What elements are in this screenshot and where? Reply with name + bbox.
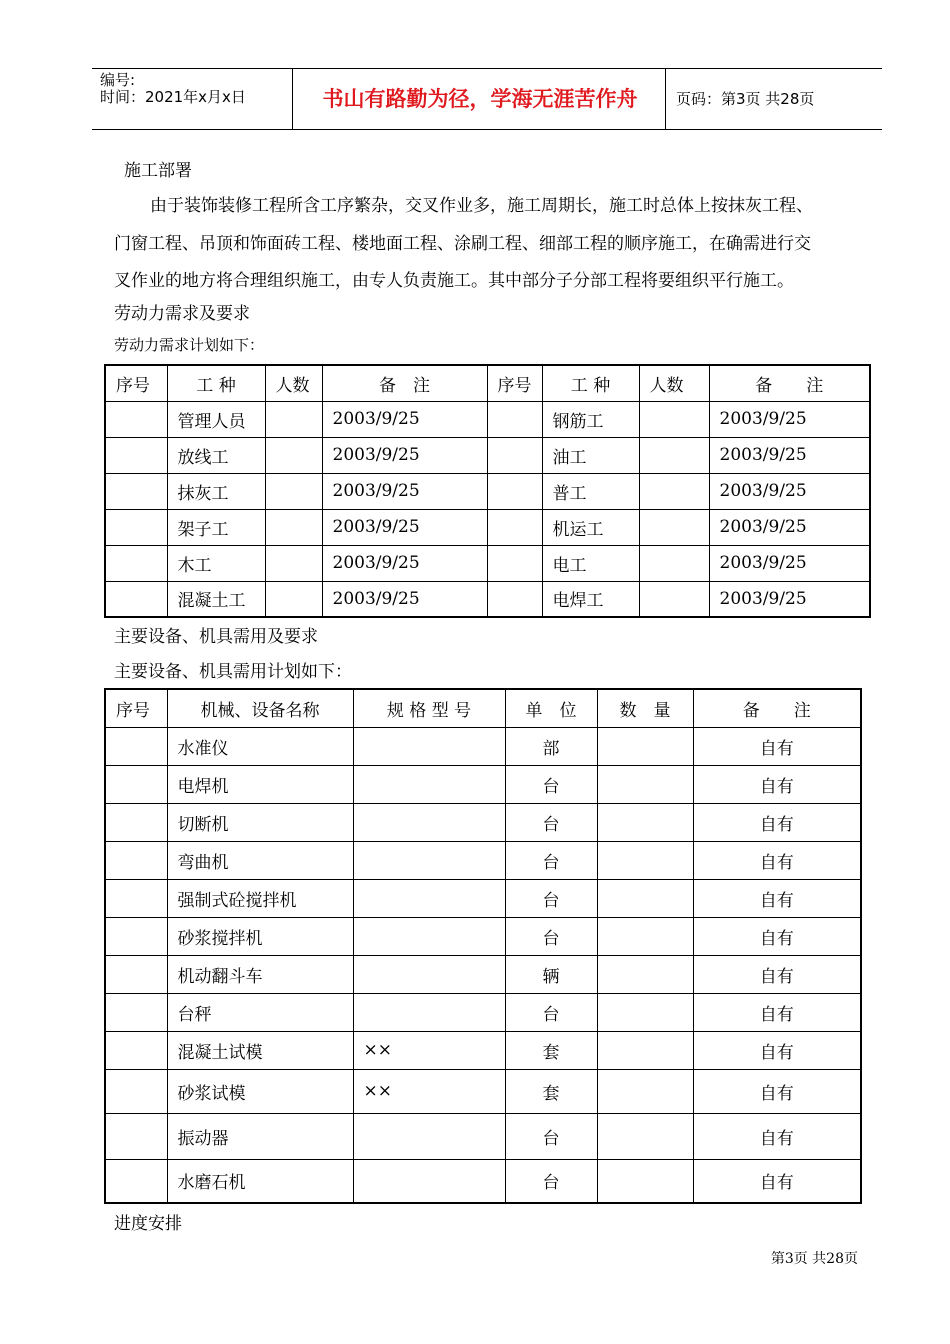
table-row: [105, 765, 861, 803]
labor-header-row: [105, 365, 870, 401]
labor-cell: 2003/9/25: [322, 473, 487, 509]
equipment-cell: 套: [505, 1069, 597, 1113]
section-title-deploy: 施工部署: [124, 161, 192, 181]
equipment-cell: [597, 1113, 693, 1159]
labor-cell: 2003/9/25: [709, 509, 870, 545]
equipment-cell: [105, 803, 167, 841]
labor-header-cell: 序号: [105, 365, 167, 401]
equipment-cell: 自有: [693, 1113, 861, 1159]
labor-cell: [639, 473, 709, 509]
equipment-cell: [597, 1069, 693, 1113]
labor-subtitle: 劳动力需求计划如下：: [114, 336, 265, 354]
table-row: [105, 1113, 861, 1159]
labor-cell: 2003/9/25: [322, 581, 487, 617]
equipment-cell: [597, 727, 693, 765]
equipment-cell: [105, 1113, 167, 1159]
labor-cell: [639, 401, 709, 437]
labor-header-cell: 人数: [639, 365, 709, 401]
page-header: [92, 68, 882, 130]
labor-cell: [487, 545, 542, 581]
labor-header-cell: 备 注: [709, 365, 870, 401]
labor-cell: 架子工: [167, 509, 265, 545]
equipment-cell: [353, 841, 505, 879]
equipment-cell: [353, 917, 505, 955]
equipment-cell: 自有: [693, 917, 861, 955]
section-title-labor: 劳动力需求及要求: [114, 304, 250, 324]
equipment-cell: 自有: [693, 879, 861, 917]
labor-cell: 2003/9/25: [709, 401, 870, 437]
equipment-cell: 辆: [505, 955, 597, 993]
labor-cell: [487, 401, 542, 437]
equipment-cell: 自有: [693, 1069, 861, 1113]
table-row: [105, 581, 870, 617]
equipment-cell: 混凝土试模: [167, 1031, 353, 1069]
table-row: [105, 509, 870, 545]
labor-cell: [105, 473, 167, 509]
labor-cell: 混凝土工: [167, 581, 265, 617]
equipment-cell: 电焊机: [167, 765, 353, 803]
header-divider: [665, 69, 666, 129]
equipment-cell: [105, 1159, 167, 1203]
equipment-cell: 自有: [693, 1031, 861, 1069]
equipment-cell: [353, 727, 505, 765]
equipment-cell: 台: [505, 879, 597, 917]
equipment-cell: 砂浆搅拌机: [167, 917, 353, 955]
equipment-cell: 自有: [693, 1159, 861, 1203]
equipment-cell: [597, 1159, 693, 1203]
equipment-cell: [353, 955, 505, 993]
labor-cell: [639, 509, 709, 545]
header-code-label: 编号:: [100, 71, 136, 89]
labor-cell: [487, 581, 542, 617]
labor-cell: 管理人员: [167, 401, 265, 437]
section-title-equipment: 主要设备、机具需用及要求: [114, 627, 318, 647]
table-row: [105, 545, 870, 581]
equipment-cell: 水准仪: [167, 727, 353, 765]
equipment-header-cell: 规 格 型 号: [353, 689, 505, 727]
labor-cell: [265, 401, 322, 437]
equipment-cell: [597, 803, 693, 841]
equipment-cell: 套: [505, 1031, 597, 1069]
equipment-cell: [353, 765, 505, 803]
labor-cell: [265, 545, 322, 581]
equipment-cell: [597, 993, 693, 1031]
equipment-cell: 台: [505, 841, 597, 879]
table-row: [105, 803, 861, 841]
labor-header-cell: 备 注: [322, 365, 487, 401]
equipment-header-cell: 备 注: [693, 689, 861, 727]
section-title-schedule: 进度安排: [114, 1214, 182, 1234]
equipment-cell: [105, 1031, 167, 1069]
equipment-cell: ××: [353, 1069, 505, 1113]
table-row: [105, 879, 861, 917]
equipment-cell: 自有: [693, 993, 861, 1031]
table-row: [105, 1069, 861, 1113]
equipment-header-row: [105, 689, 861, 727]
labor-cell: [487, 473, 542, 509]
table-row: [105, 437, 870, 473]
page-footer: 第3页 共28页: [770, 1251, 858, 1267]
table-row: [105, 473, 870, 509]
equipment-table: [104, 688, 862, 1204]
equipment-cell: 台: [505, 993, 597, 1031]
equipment-cell: [105, 727, 167, 765]
equipment-header-cell: 数 量: [597, 689, 693, 727]
labor-cell: [265, 581, 322, 617]
equipment-header-cell: 单 位: [505, 689, 597, 727]
labor-cell: 2003/9/25: [709, 545, 870, 581]
equipment-cell: [105, 917, 167, 955]
labor-cell: [105, 581, 167, 617]
labor-cell: [105, 509, 167, 545]
equipment-cell: 强制式砼搅拌机: [167, 879, 353, 917]
equipment-cell: 台: [505, 1159, 597, 1203]
equipment-cell: [597, 841, 693, 879]
equipment-cell: 台: [505, 1113, 597, 1159]
equipment-cell: 台: [505, 803, 597, 841]
labor-cell: 木工: [167, 545, 265, 581]
deploy-paragraph-line: 叉作业的地方将合理组织施工，由专人负责施工。其中部分子分部工程将要组织平行施工。: [114, 271, 794, 291]
equipment-cell: [105, 879, 167, 917]
equipment-cell: 台: [505, 765, 597, 803]
labor-header-cell: 序号: [487, 365, 542, 401]
labor-cell: [487, 509, 542, 545]
table-row: [105, 917, 861, 955]
labor-cell: 2003/9/25: [322, 509, 487, 545]
table-row: [105, 1031, 861, 1069]
equipment-cell: 自有: [693, 955, 861, 993]
labor-header-cell: 工 种: [542, 365, 639, 401]
table-row: [105, 841, 861, 879]
table-row: [105, 955, 861, 993]
labor-cell: [265, 473, 322, 509]
labor-cell: [639, 437, 709, 473]
labor-cell: [265, 437, 322, 473]
labor-header-cell: 工 种: [167, 365, 265, 401]
labor-cell: [265, 509, 322, 545]
equipment-cell: 弯曲机: [167, 841, 353, 879]
equipment-cell: [105, 841, 167, 879]
labor-cell: 油工: [542, 437, 639, 473]
equipment-header-cell: 序号: [105, 689, 167, 727]
equipment-cell: 自有: [693, 727, 861, 765]
equipment-cell: [353, 993, 505, 1031]
equipment-cell: [105, 1069, 167, 1113]
equipment-cell: 切断机: [167, 803, 353, 841]
table-row: [105, 401, 870, 437]
equipment-cell: 砂浆试模: [167, 1069, 353, 1113]
equipment-cell: [353, 1159, 505, 1203]
equipment-header-cell: 机械、设备名称: [167, 689, 353, 727]
equipment-cell: ××: [353, 1031, 505, 1069]
labor-cell: 放线工: [167, 437, 265, 473]
equipment-cell: [105, 765, 167, 803]
labor-cell: [105, 401, 167, 437]
equipment-cell: [597, 955, 693, 993]
equipment-cell: [597, 879, 693, 917]
equipment-cell: [353, 879, 505, 917]
equipment-subtitle: 主要设备、机具需用计划如下：: [114, 662, 352, 682]
labor-cell: 电焊工: [542, 581, 639, 617]
table-row: [105, 727, 861, 765]
labor-cell: [639, 545, 709, 581]
equipment-cell: 台秤: [167, 993, 353, 1031]
equipment-cell: [105, 955, 167, 993]
labor-cell: 2003/9/25: [322, 545, 487, 581]
equipment-cell: 振动器: [167, 1113, 353, 1159]
labor-cell: 2003/9/25: [709, 473, 870, 509]
equipment-cell: 自有: [693, 765, 861, 803]
equipment-cell: [353, 803, 505, 841]
labor-cell: [105, 437, 167, 473]
equipment-cell: [597, 765, 693, 803]
labor-demand-table: [104, 364, 871, 618]
labor-header-cell: 人数: [265, 365, 322, 401]
header-info: [100, 69, 290, 129]
labor-cell: 2003/9/25: [322, 401, 487, 437]
equipment-cell: 水磨石机: [167, 1159, 353, 1203]
deploy-paragraph-line: 由于装饰装修工程所含工序繁杂，交叉作业多，施工周期长，施工时总体上按抹灰工程、: [150, 196, 813, 216]
labor-cell: 钢筋工: [542, 401, 639, 437]
deploy-paragraph-line: 门窗工程、吊顶和饰面砖工程、楼地面工程、涂刷工程、细部工程的顺序施工，在确需进行交: [114, 234, 811, 254]
table-row: [105, 1159, 861, 1203]
labor-cell: 2003/9/25: [322, 437, 487, 473]
labor-cell: [487, 437, 542, 473]
equipment-cell: 自有: [693, 803, 861, 841]
header-time-label: 时间：2021年x月x日: [100, 88, 246, 106]
header-page-label: 页码：第3页 共28页: [676, 90, 815, 108]
labor-cell: 机运工: [542, 509, 639, 545]
equipment-cell: 机动翻斗车: [167, 955, 353, 993]
equipment-cell: 自有: [693, 841, 861, 879]
header-motto: 书山有路勤为径，学海无涯苦作舟: [322, 87, 638, 111]
equipment-cell: [353, 1113, 505, 1159]
equipment-cell: 部: [505, 727, 597, 765]
labor-cell: 2003/9/25: [709, 581, 870, 617]
labor-cell: 电工: [542, 545, 639, 581]
table-row: [105, 993, 861, 1031]
labor-cell: 抹灰工: [167, 473, 265, 509]
header-divider: [292, 69, 293, 129]
equipment-cell: [597, 1031, 693, 1069]
labor-cell: [639, 581, 709, 617]
labor-cell: 2003/9/25: [709, 437, 870, 473]
labor-cell: [105, 545, 167, 581]
labor-cell: 普工: [542, 473, 639, 509]
equipment-cell: 台: [505, 917, 597, 955]
equipment-cell: [105, 993, 167, 1031]
equipment-cell: [597, 917, 693, 955]
